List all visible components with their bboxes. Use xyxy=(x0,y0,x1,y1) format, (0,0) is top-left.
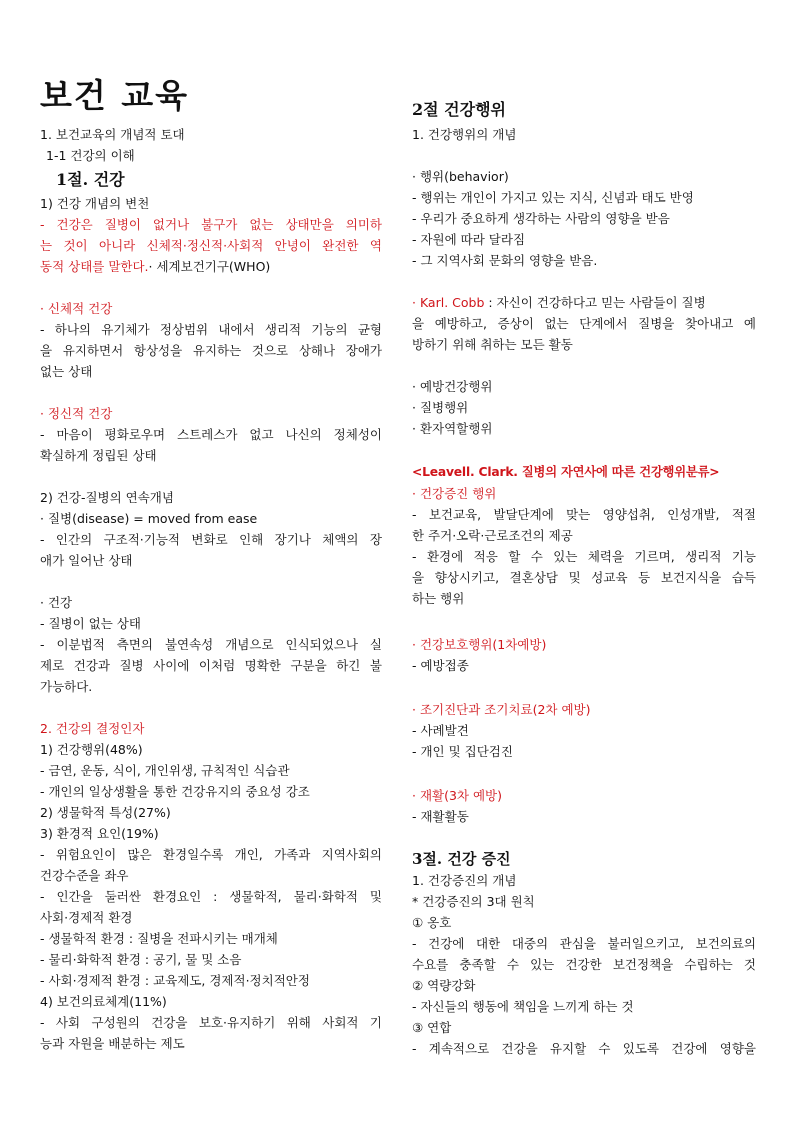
item-heading: 3) 환경적 요인(19%) xyxy=(40,826,159,841)
text-line: 가능하다. xyxy=(40,679,93,694)
text-line: - 금연, 운동, 식이, 개인위생, 규칙적인 식습관 xyxy=(40,763,290,778)
text-line: 제로 건강과 질병 사이에 이처럼 명확한 구분을 하긴 불 xyxy=(40,658,382,673)
item-heading: 1) 건강 개념의 변천 xyxy=(40,196,150,211)
text-line: - 우리가 중요하게 생각하는 사람의 영향을 받음 xyxy=(412,211,670,226)
text-line: 을 예방하고, 증상이 없는 단계에서 질병을 찾아내고 예 xyxy=(412,316,756,331)
text-line xyxy=(412,292,756,313)
text-line: - 환경에 적응 할 수 있는 체력을 기르며, 생리적 기능 xyxy=(412,549,756,564)
bullet-heading: · 건강 xyxy=(40,595,73,610)
bullet-heading: · 행위(behavior) xyxy=(412,169,509,184)
section-heading: 1. 건강행위의 개념 xyxy=(412,127,517,142)
section-heading: 1. 건강증진의 개념 xyxy=(412,873,517,888)
item-heading: 1) 건강행위(48%) xyxy=(40,742,143,757)
bullet-heading: · 정신적 건강 xyxy=(40,406,113,421)
text-line: - 보건교육, 발달단계에 맞는 영양섭취, 인성개발, 적절 xyxy=(412,507,756,522)
text-line xyxy=(40,256,382,277)
text-line: - 건강에 대한 대중의 관심을 불러일으키고, 보건의료의 xyxy=(412,936,756,951)
text-line: - 자신들의 행동에 책임을 느끼게 하는 것 xyxy=(412,999,634,1014)
definition-end: 동적 상태를 말한다. xyxy=(40,259,149,274)
text-line: 을 유지하면서 항상성을 유지하는 것으로 상해나 장애가 xyxy=(40,343,382,358)
text-line: 을 향상시키고, 결혼상담 및 성교육 등 보건지식을 습득 xyxy=(412,570,756,585)
text-line: - 사회 구성원의 건강을 보호·유지하기 위해 사회적 기 xyxy=(40,1015,382,1030)
list-item: · 질병행위 xyxy=(412,400,469,415)
text-line: - 생물학적 환경 : 질병을 전파시키는 매개체 xyxy=(40,931,278,946)
list-item: ③ 연합 xyxy=(412,1020,452,1035)
bullet-heading: · 건강증진 행위 xyxy=(412,486,497,501)
subsection-heading: 1-1 건강의 이해 xyxy=(46,148,135,163)
text-line: - 사회·경제적 환경 : 교육제도, 경제적·정치적안정 xyxy=(40,973,310,988)
page-title: 보건 교육 xyxy=(40,76,190,115)
list-item: · 예방건강행위 xyxy=(412,379,493,394)
text-line: - 행위는 개인이 가지고 있는 지식, 신념과 태도 반영 xyxy=(412,190,694,205)
text-line: · 질병(disease) = moved from ease xyxy=(40,511,258,526)
chapter-heading: 1절. 건강 xyxy=(56,170,125,189)
text-line: - 계속적으로 건강을 유지할 수 있도록 건강에 영향을 xyxy=(412,1041,756,1056)
text-line: 한 주거·오락·근로조건의 제공 xyxy=(412,528,573,543)
text-line: - 자원에 따라 달라짐 xyxy=(412,232,526,247)
source-note: · 세계보건기구(WHO) xyxy=(148,259,271,274)
text-line: 확실하게 정립된 상태 xyxy=(40,448,157,463)
bullet-heading: · 재활(3차 예방) xyxy=(412,788,503,803)
text-line: 없는 상태 xyxy=(40,364,93,379)
text-line: - 개인의 일상생활을 통한 건강유지의 중요성 강조 xyxy=(40,784,310,799)
text-line: - 인간의 구조적·기능적 변화로 인해 장기나 체액의 장 xyxy=(40,532,382,547)
chapter-heading: 3절. 건강 증진 xyxy=(412,850,511,868)
text-line: - 예방접종 xyxy=(412,658,469,673)
text-line: - 물리·화학적 환경 : 공기, 물 및 소음 xyxy=(40,952,242,967)
text-line: - 재활활동 xyxy=(412,809,469,824)
text-line: - 하나의 유기체가 정상범위 내에서 생리적 기능의 균형 xyxy=(40,322,382,337)
text-line: - 그 지역사회 문화의 영향을 받음. xyxy=(412,253,598,268)
text-line: - 위험요인이 많은 환경일수록 개인, 가족과 지역사회의 xyxy=(40,847,382,862)
text-line: - 개인 및 집단검진 xyxy=(412,744,513,759)
section-heading: 1. 보건교육의 개념적 토대 xyxy=(40,127,185,142)
list-item: ① 옹호 xyxy=(412,915,452,930)
definition-text: : 자신이 건강하다고 믿는 사람들이 질병 xyxy=(484,295,706,310)
item-heading: 2) 건강-질병의 연속개념 xyxy=(40,490,174,505)
text-line: - 이분법적 측면의 불연속성 개념으로 인식되었으나 실 xyxy=(40,637,382,652)
list-item: · 환자역할행위 xyxy=(412,421,493,436)
text-line: - 인간을 둘러싼 환경요인 : 생물학적, 물리·화학적 및 xyxy=(40,889,382,904)
list-item: ② 역량강화 xyxy=(412,978,476,993)
text-line: - 건강은 질병이 없거나 불구가 없는 상태만을 의미하 xyxy=(40,217,382,232)
bullet-heading: · 건강보호행위(1차예방) xyxy=(412,637,547,652)
item-heading: 2) 생물학적 특성(27%) xyxy=(40,805,171,820)
text-line: 건강수준을 좌우 xyxy=(40,868,129,883)
text-line: - 마음이 평화로우며 스트레스가 없고 나신의 정체성이 xyxy=(40,427,382,442)
section-heading: 2. 건강의 결정인자 xyxy=(40,721,145,736)
text-line: 능과 자원을 배분하는 제도 xyxy=(40,1036,185,1051)
text-line: 방하기 위해 취하는 모든 활동 xyxy=(412,337,573,352)
text-line: 는 것이 아니라 신체적·정신적·사회적 안녕이 완전한 역 xyxy=(40,238,382,253)
text-line: * 건강증진의 3대 원칙 xyxy=(412,894,535,909)
bullet-heading: · 신체적 건강 xyxy=(40,301,113,316)
text-line: - 사례발견 xyxy=(412,723,469,738)
classification-heading: <Leavell. Clark. 질병의 자연사에 따른 건강행위분류> xyxy=(412,465,720,479)
text-line: 사회·경제적 환경 xyxy=(40,910,133,925)
text-line: 수요를 충족할 수 있는 건강한 보건정책을 수립하는 것 xyxy=(412,957,756,972)
bullet-heading: · 조기진단과 조기치료(2차 예방) xyxy=(412,702,591,717)
chapter-heading: 2절 건강행위 xyxy=(412,100,506,119)
author-name: · Karl. Cobb xyxy=(412,295,485,310)
text-line: - 질병이 없는 상태 xyxy=(40,616,141,631)
text-line: 하는 행위 xyxy=(412,591,465,606)
text-line: 애가 일어난 상태 xyxy=(40,553,133,568)
item-heading: 4) 보건의료체계(11%) xyxy=(40,994,167,1009)
